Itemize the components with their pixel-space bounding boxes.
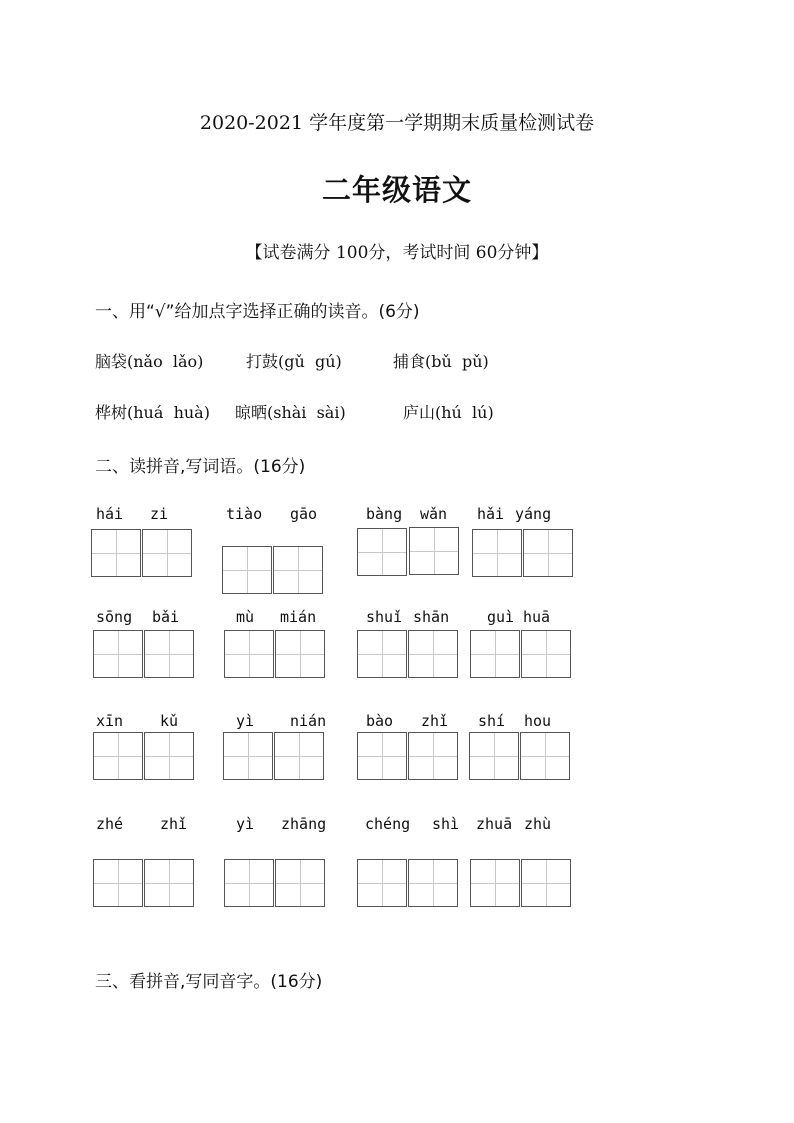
exam-info: 【试卷满分 100分，考试时间 60分钟】: [245, 243, 549, 263]
pinyin-label: mián: [280, 608, 317, 626]
pinyin-label: bào: [366, 712, 394, 730]
writing-box[interactable]: [275, 859, 325, 907]
writing-box[interactable]: [144, 859, 194, 907]
pinyin-label: guì: [487, 608, 515, 626]
writing-box[interactable]: [224, 859, 274, 907]
writing-box[interactable]: [224, 630, 274, 678]
writing-box[interactable]: [470, 630, 520, 678]
writing-box[interactable]: [408, 732, 458, 780]
writing-box[interactable]: [144, 630, 194, 678]
writing-box[interactable]: [223, 732, 273, 780]
pinyin-label: yì: [236, 815, 255, 833]
pinyin-label: nián: [290, 712, 327, 730]
writing-box[interactable]: [275, 630, 325, 678]
pinyin-label: bǎi: [152, 608, 180, 626]
writing-box[interactable]: [357, 859, 407, 907]
pinyin-label: mù: [236, 608, 255, 626]
writing-box[interactable]: [93, 630, 143, 678]
pinyin-label: bàng: [366, 505, 403, 523]
writing-box[interactable]: [357, 732, 407, 780]
pinyin-label: zi: [150, 505, 169, 523]
pinyin-label: zhù: [524, 815, 552, 833]
writing-box[interactable]: [408, 859, 458, 907]
pinyin-label: hou: [524, 712, 552, 730]
pinyin-label: xīn: [96, 712, 124, 730]
pinyin-label: shì: [432, 815, 460, 833]
section-1-item: 捕食(bǔ pǔ): [393, 352, 489, 371]
pinyin-label: shí: [478, 712, 506, 730]
pinyin-label: zhuā: [476, 815, 513, 833]
writing-box[interactable]: [523, 529, 573, 577]
pinyin-label: yì: [236, 712, 255, 730]
exam-title: 2020-2021 学年度第一学期期末质量检测试卷: [199, 112, 595, 134]
writing-box[interactable]: [357, 630, 407, 678]
pinyin-label: chéng: [365, 815, 411, 833]
writing-box[interactable]: [142, 529, 192, 577]
pinyin-label: hái: [96, 505, 124, 523]
pinyin-label: zhǐ: [160, 815, 188, 833]
section-1-item: 脑袋(nǎo lǎo): [95, 352, 204, 371]
pinyin-label: shuǐ: [366, 608, 403, 626]
pinyin-label: gāo: [290, 505, 318, 523]
pinyin-label: tiào: [226, 505, 263, 523]
writing-box[interactable]: [93, 859, 143, 907]
writing-box[interactable]: [144, 732, 194, 780]
writing-box[interactable]: [470, 859, 520, 907]
section-1-heading: 一、用“√”给加点字选择正确的读音。(6分): [95, 302, 420, 322]
writing-box[interactable]: [273, 546, 323, 594]
pinyin-label: hǎi: [477, 505, 505, 523]
section-2-heading: 二、读拼音,写词语。(16分): [95, 457, 306, 477]
writing-box[interactable]: [409, 527, 459, 575]
writing-box[interactable]: [274, 732, 324, 780]
writing-box[interactable]: [520, 732, 570, 780]
pinyin-label: zhǐ: [421, 712, 449, 730]
section-1-item: 桦树(huá huà): [95, 403, 210, 422]
section-3-heading: 三、看拼音,写同音字。(16分): [95, 972, 323, 992]
writing-box[interactable]: [521, 859, 571, 907]
pinyin-label: zhé: [96, 815, 124, 833]
writing-box[interactable]: [222, 546, 272, 594]
writing-box[interactable]: [357, 528, 407, 576]
section-1-item: 打鼓(gǔ gú): [246, 352, 342, 371]
section-1-item: 晾晒(shài sài): [235, 403, 346, 422]
writing-box[interactable]: [93, 732, 143, 780]
writing-box[interactable]: [521, 630, 571, 678]
writing-box[interactable]: [472, 529, 522, 577]
pinyin-label: shān: [413, 608, 450, 626]
pinyin-label: sōng: [96, 608, 133, 626]
pinyin-label: zhāng: [281, 815, 327, 833]
section-1-item: 庐山(hú lú): [403, 403, 494, 422]
subject-title: 二年级语文: [321, 173, 472, 207]
pinyin-label: kǔ: [160, 712, 179, 730]
pinyin-label: yáng: [515, 505, 552, 523]
pinyin-label: huā: [523, 608, 551, 626]
writing-box[interactable]: [91, 529, 141, 577]
writing-box[interactable]: [469, 732, 519, 780]
pinyin-label: wǎn: [420, 505, 448, 523]
writing-box[interactable]: [408, 630, 458, 678]
